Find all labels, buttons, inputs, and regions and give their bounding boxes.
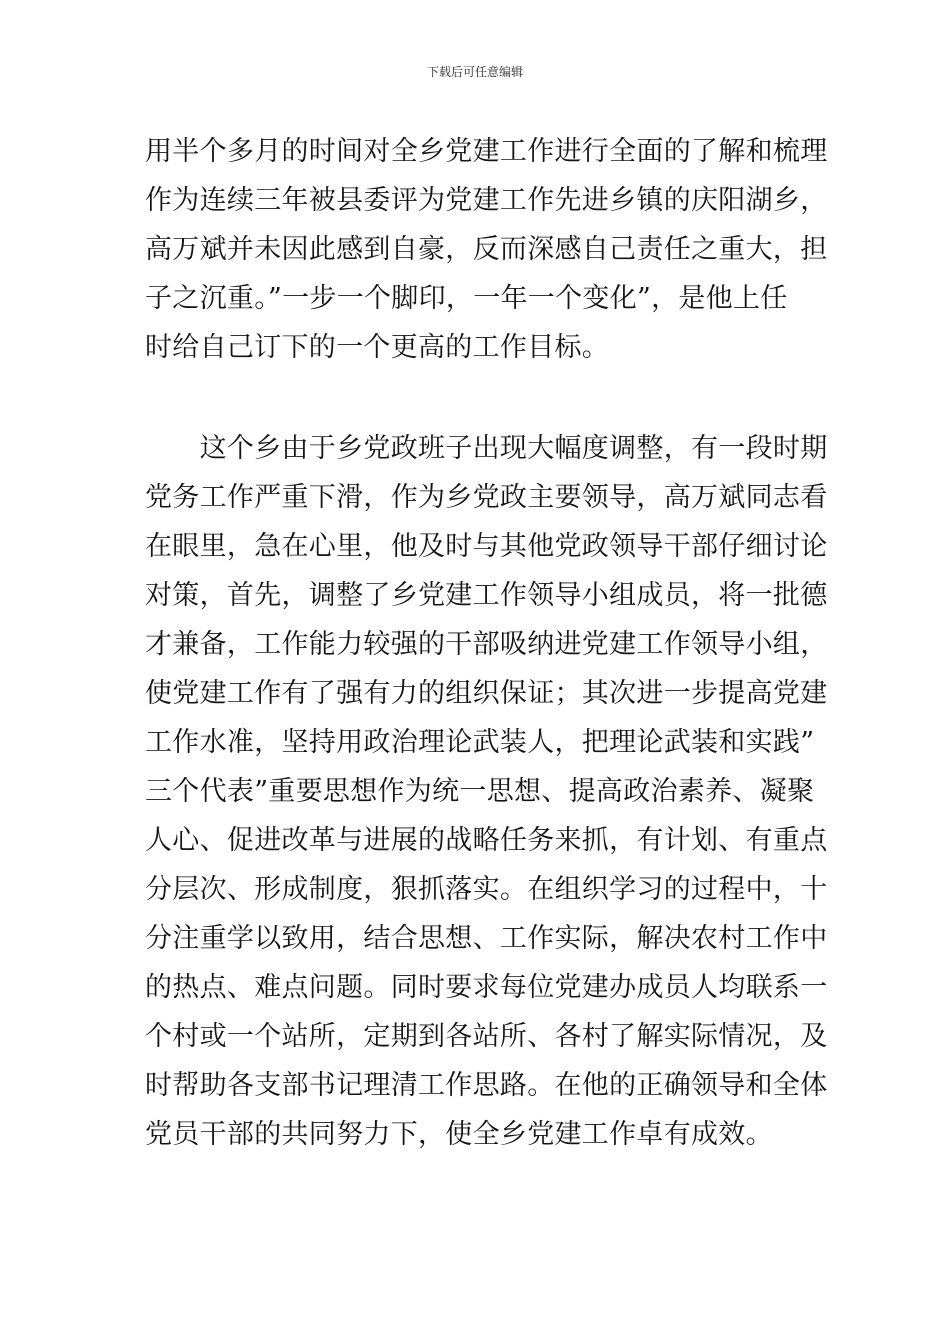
text-line: 才兼备，工作能力较强的干部吸纳进党建工作领导小组， — [145, 629, 828, 660]
text-line: 使党建工作有了强有力的组织保证；其次进一步提高党建 — [145, 678, 828, 709]
text-line: 人心、促进改革与进展的战略任务来抓，有计划、有重点 — [145, 825, 828, 856]
text-line: 三个代表”重要思想作为统一思想、提高政治素养、凝聚 — [145, 776, 815, 807]
text-line: 用半个多月的时间对全乡党建工作进行全面的了解和梳理 — [145, 136, 828, 167]
text-line: 时帮助各支部书记理清工作思路。在他的正确领导和全体 — [145, 1070, 828, 1101]
text-line: 高万斌并未因此感到自豪，反而深感自己责任之重大，担 — [145, 234, 828, 265]
text-line: 子之沉重。”一步一个脚印，一年一个变化”，是他上任 — [145, 283, 788, 314]
paragraph-1 — [145, 127, 828, 372]
paragraph-2 — [145, 424, 828, 1159]
text-line: 时给自己订下的一个更高的工作目标。 — [145, 332, 610, 363]
text-line: 工作水准，坚持用政治理论武装人，把理论武装和实践” — [145, 727, 815, 758]
text-line: 这个乡由于乡党政班子出现大幅度调整，有一段时期 — [145, 433, 828, 464]
text-line: 党务工作严重下滑，作为乡党政主要领导，高万斌同志看 — [145, 482, 828, 513]
text-line: 的热点、难点问题。同时要求每位党建办成员人均联系一 — [145, 972, 828, 1003]
text-line: 在眼里，急在心里，他及时与其他党政领导干部仔细讨论 — [145, 531, 828, 562]
text-line: 作为连续三年被县委评为党建工作先进乡镇的庆阳湖乡， — [145, 185, 828, 216]
text-line: 对策，首先，调整了乡党建工作领导小组成员，将一批德 — [145, 580, 828, 611]
text-line: 分层次、形成制度，狠抓落实。在组织学习的过程中，十 — [145, 874, 828, 905]
text-line: 党员干部的共同努力下，使全乡党建工作卓有成效。 — [145, 1119, 773, 1150]
text-line: 分注重学以致用，结合思想、工作实际，解决农村工作中 — [145, 923, 828, 954]
text-line: 个村或一个站所，定期到各站所、各村了解实际情况，及 — [145, 1021, 828, 1052]
page-header-note: 下载后可任意编辑 — [426, 65, 523, 79]
